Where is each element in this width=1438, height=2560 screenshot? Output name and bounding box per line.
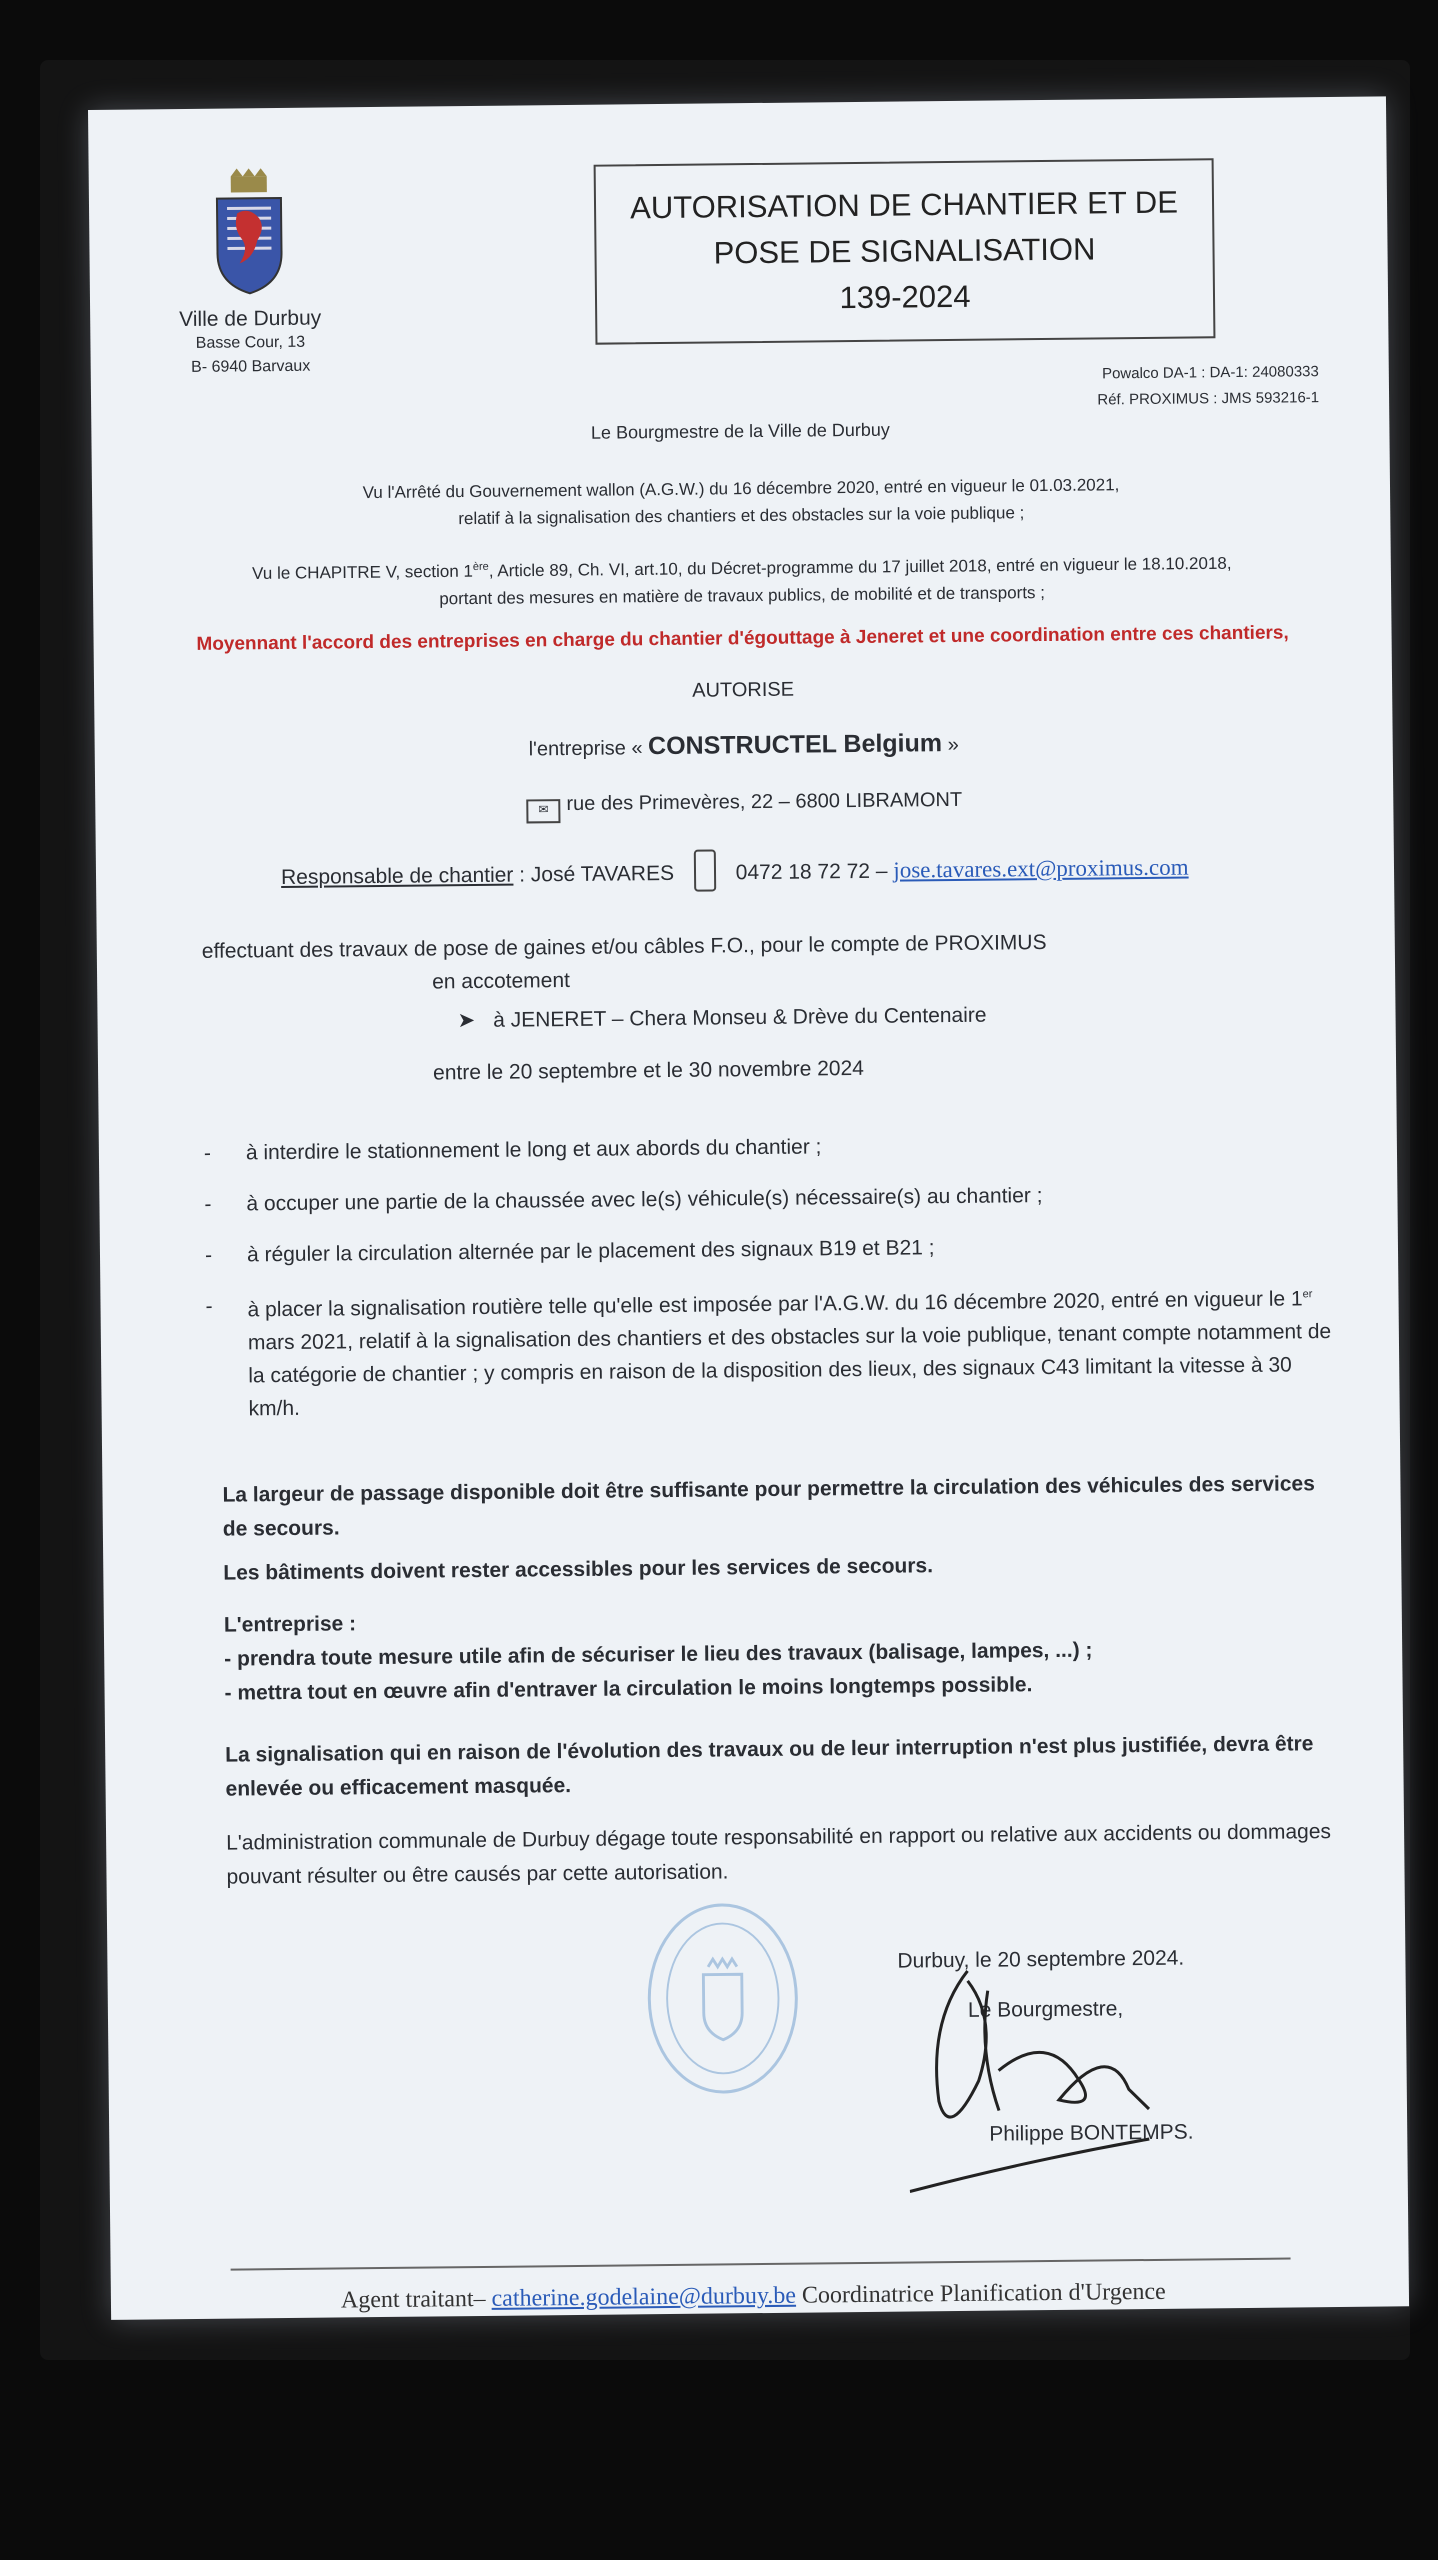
- list-item: - à placer la signalisation routière telle qu'elle est imposée par l'A.G.W. du 16 décembre 2020, entré en vigueur le 1er mars 2021, relatif à la signalisation des chantiers et des obstacles sur la voie publique, tenant compte notamment de la catégorie de chantier ; y compris en raison de la disposition des lieux, des signaux C43 limitant la vitesse à 30 km/h.: [205, 1287, 1332, 1421]
- proximus-ref: Réf. PROXIMUS : JMS 593216-1: [1097, 389, 1320, 409]
- signature-name: Philippe BONTEMPS.: [989, 2120, 1194, 2146]
- company-duties: [224, 1597, 1345, 1711]
- company-prefix: l'entreprise «: [528, 737, 649, 761]
- responsible-line: [281, 845, 1189, 897]
- list-item: - à réguler la circulation alternée par le placement des signaux B19 et B21 ;: [204, 1236, 935, 1267]
- list-item-text: à interdire le stationnement le long et aux abords du chantier ;: [245, 1135, 822, 1165]
- municipal-stamp: [647, 1903, 799, 2095]
- vu-agw-line-2: relatif à la signalisation des chantiers et des obstacles sur la voie publique ;: [458, 503, 1025, 529]
- works-line-1: effectuant des travaux de pose de gaines et/ou câbles F.O., pour le compte de PROXIMUS: [201, 931, 1047, 963]
- works-period: entre le 20 septembre et le 30 novembre 2024: [432, 1056, 864, 1085]
- list-item-text-2: mars 2021, relatif à la signalisation des chantiers et des obstacles sur la voie publique, tenant compte notamment de la catégorie de chantier ; y compris en raison de la disposition des lieux, des signaux C43 limitant la vitesse à 30 km/h.: [247, 1320, 1332, 1421]
- responsible-name: : José TAVARES: [513, 861, 675, 887]
- company-address-line: [95, 784, 1393, 828]
- mail-icon: ✉: [526, 799, 560, 823]
- works-location: [457, 1003, 986, 1034]
- obligations-list: [204, 1125, 1337, 1444]
- signature-date: Durbuy, le 20 septembre 2024.: [897, 1946, 1185, 1973]
- document-page: [88, 96, 1409, 2319]
- works-block: [202, 926, 1047, 1001]
- handwritten-signature: [907, 1958, 1229, 2201]
- list-item-text: à placer la signalisation routière telle qu'elle est imposée par l'A.G.W. du 16 décembre 2020, entré en vigueur le 1: [247, 1287, 1303, 1322]
- company-name: CONSTRUCTEL Belgium: [647, 729, 943, 761]
- arrow-bullet-icon: ➤: [457, 1008, 476, 1033]
- vu-chapitre-line-2: portant des mesures en matière de travaux publics, de mobilité et de transports ;: [439, 582, 1046, 609]
- powalco-ref: Powalco DA-1 : DA-1: 24080333: [1101, 363, 1319, 383]
- city-address-1: Basse Cour, 13: [195, 333, 306, 352]
- signal-note: La signalisation qui en raison de l'évolution des travaux ou de leur interruption n'est plus justifiée, devra être enlevée ou efficacement masquée.: [225, 1732, 1314, 1801]
- stamp-crest-icon: [650, 1906, 796, 2091]
- footer-agent-role: Coordinatrice Planification d'Urgence: [795, 2278, 1166, 2309]
- list-item-sup: er: [1302, 1288, 1313, 1301]
- autorise-heading: AUTORISE: [692, 678, 795, 702]
- list-item: - à interdire le stationnement le long et aux abords du chantier ;: [203, 1135, 822, 1165]
- footer-agent-email-link[interactable]: catherine.godelaine@durbuy.be: [491, 2282, 797, 2312]
- city-logo-block: [149, 167, 351, 380]
- footer-divider: [231, 2258, 1291, 2271]
- responsible-email-link[interactable]: jose.tavares.ext@proximus.com: [893, 854, 1189, 883]
- vu-chapitre: [93, 544, 1392, 615]
- company-duties-intro: L'entreprise :: [223, 1612, 357, 1637]
- responsible-phone: 0472 18 72 72 –: [735, 859, 888, 885]
- works-line-2: en accotement: [432, 969, 571, 994]
- signature-role: Le Bourgmestre,: [967, 1997, 1124, 2022]
- list-item-text: à occuper une partie de la chaussée avec le(s) véhicule(s) nécessaire(s) au chantier ;: [246, 1184, 1043, 1216]
- passage-note: La largeur de passage disponible doit être suffisante pour permettre la circulation des véhicules des services de secours.: [222, 1472, 1315, 1541]
- reference-block: [1097, 359, 1319, 413]
- list-item: - à occuper une partie de la chaussée avec le(s) véhicule(s) nécessaire(s) au chantier ;: [204, 1184, 1043, 1216]
- list-item-text: à réguler la circulation alternée par le placement des signaux B19 et B21 ;: [246, 1236, 935, 1267]
- durbuy-crest-icon: [209, 168, 290, 299]
- vu-agw: [92, 468, 1390, 536]
- footer: [341, 2279, 1166, 2315]
- company-line: [95, 724, 1393, 767]
- city-address-2: B- 6940 Barvaux: [191, 357, 311, 376]
- liability-note: L'administration communale de Durbuy dégage toute responsabilité en rapport ou relative aux accidents ou dommages pouvant résulter ou être causés par cette autorisation.: [226, 1820, 1332, 1889]
- responsible-label: Responsable de chantier: [280, 863, 514, 890]
- mayor-heading: Le Bourgmestre de la Ville de Durbuy: [590, 419, 890, 443]
- vu-chapitre-sup: ère: [472, 560, 489, 573]
- title-line-2: POSE DE SIGNALISATION: [713, 231, 1096, 271]
- title-box: [594, 158, 1216, 344]
- vu-agw-line-1: Vu l'Arrêté du Gouvernement wallon (A.G.W.) du 16 décembre 2020, entré en vigueur le 01.03.2021,: [362, 475, 1120, 503]
- company-duty-2: - mettra tout en œuvre afin d'entraver la circulation le moins longtemps possible.: [224, 1673, 1033, 1705]
- works-location-text: à JENERET – Chera Monseu & Drève du Centenaire: [493, 1003, 987, 1032]
- condition-text: Moyennant l'accord des entreprises en charge du chantier d'égouttage à Jeneret et une coordination entre ces chantiers,: [196, 622, 1289, 655]
- footer-agent-label: Agent traitant–: [340, 2285, 492, 2314]
- buildings-note: Les bâtiments doivent rester accessibles pour les services de secours.: [223, 1554, 934, 1585]
- company-duty-1: - prendra toute mesure utile afin de sécuriser le lieu des travaux (balisage, lampes, ...) ;: [224, 1638, 1093, 1671]
- vu-chapitre-text-2: , Article 89, Ch. VI, art.10, du Décret-programme du 17 juillet 2018, entré en vigueur le 18.10.2018,: [488, 553, 1232, 581]
- city-name: Ville de Durbuy: [179, 306, 322, 332]
- title-line-3: 139-2024: [839, 278, 971, 316]
- company-suffix: »: [941, 733, 959, 757]
- title-line-1: AUTORISATION DE CHANTIER ET DE: [629, 184, 1179, 226]
- company-address: rue des Primevères, 22 – 6800 LIBRAMONT: [566, 788, 963, 816]
- vu-chapitre-text: Vu le CHAPITRE V, section 1: [252, 561, 474, 583]
- phone-icon: [694, 849, 716, 891]
